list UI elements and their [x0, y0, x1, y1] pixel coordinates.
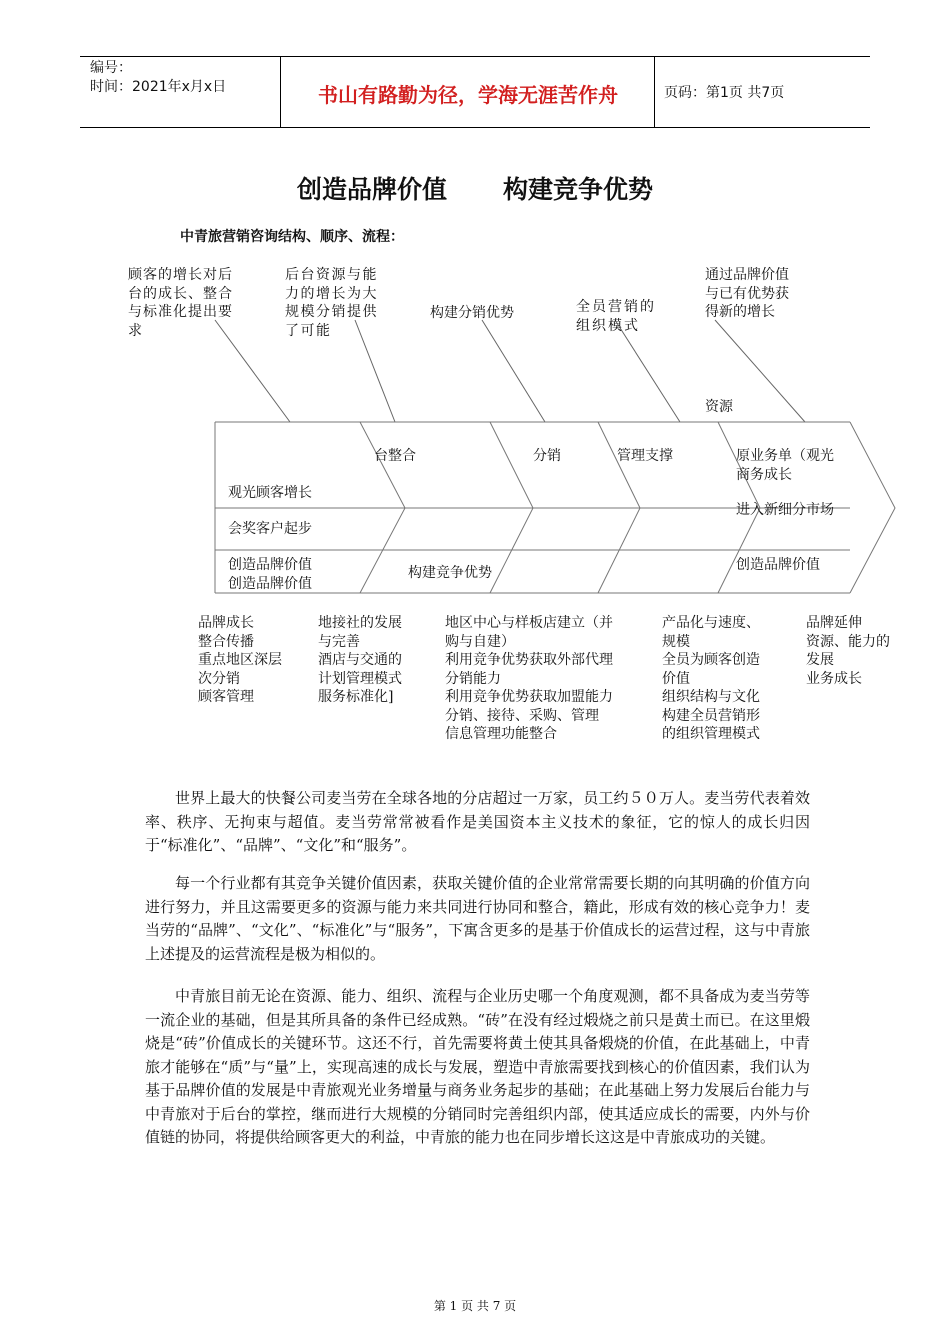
title-left: 创造品牌价值: [296, 175, 447, 204]
top-note-4: 全员营销的 组织模式: [576, 299, 656, 334]
detail-column-1: 品牌成长 整合传播 重点地区深层 次分销 顾客管理: [198, 615, 282, 705]
top-note-3: 构建分销优势: [430, 305, 514, 321]
detail-column-3: 地区中心与样板店建立（并 购与自建） 利用竞争优势获取外部代理 分销能力 利用竞争优势获取加盟能力 分销、接待、采购、管理 信息管理功能整合: [445, 615, 613, 742]
row-label-tourism: 观光顾客增长: [228, 485, 312, 501]
header-motto: 书山有路勤为径，学海无涯苦作舟: [318, 83, 618, 107]
top-note-2: 后台资源与能 力的增长为大 规模分销提供 了可能: [285, 267, 378, 339]
resource-label: 资源: [705, 399, 733, 415]
document-number-label: 编号：: [90, 60, 132, 76]
leader-line: [615, 320, 680, 422]
stage-label-business: 原业务单（观光 商务成长: [736, 448, 834, 483]
title-right: 构建竞争优势: [503, 175, 654, 204]
paragraph-1: 世界上最大的快餐公司麦当劳在全球各地的分店超过一万家，员工约５０万人。麦当劳代表着效率、秩序、无拘束与超值。麦当劳常常被看作是美国资本主义技术的象征，它的惊人的成长归因于“标准化”、“品牌”、“文化”和“服务”。: [145, 789, 810, 854]
row-label-brand: 创造品牌价值 创造品牌价值: [228, 557, 312, 592]
detail-column-5: 品牌延伸 资源、能力的 发展 业务成长: [806, 615, 890, 687]
chevron-arrow: [850, 422, 895, 593]
paragraph-3: 中青旅目前无论在资源、能力、组织、流程与企业历史哪一个角度观测，都不具备成为麦当劳等一流企业的基础，但是其所具备的条件已经成熟。“砖”在没有经过煅烧之前只是黄土而已。在这里煅烧是“砖”价值成长的关键环节。这还不行，首先需要将黄土使其具备煅烧的价值，在此基础上，中青旅才能够在“质”与“量”上，实现高速的成长与发展，塑造中青旅需要找到核心的价值因素，我们认为基于品牌价值的发展是中青旅观光业务增量与商务业务起步的基础；在此基础上努力发展后台能力与中青旅对于后台的掌控，继而进行大规模的分销同时完善组织内部，使其适应成长的需要，内外与价值链的协同，将提供给顾客更大的利益，中青旅的能力也在同步增长这这是中青旅成功的关键。: [145, 987, 810, 1146]
document-time-label: 时间：2021年x月x日: [90, 79, 227, 95]
header-page-info: 页码：第1页 共7页: [664, 85, 785, 101]
top-note-5: 通过品牌价值 与已有优势获 得新的增长: [705, 267, 789, 320]
stage-label-management: 管理支撑: [617, 448, 673, 464]
stage-label-distribution: 分销: [533, 448, 561, 464]
paragraph-2: 每一个行业都有其竞争关键价值因素，获取关键价值的企业常常需要长期的向其明确的价值方向进行努力，并且这需要更多的资源与能力来共同进行协同和整合，籍此，形成有效的核心竞争力！麦当劳的“品牌”、“文化”、“标准化”与“服务”，下寓含更多的是基于价值成长的运营过程，这与中青旅上述提及的运营流程是极为相似的。: [145, 874, 810, 963]
row-label-mice: 会奖客户起步: [228, 521, 312, 537]
diagram-subtitle: 中青旅营销咨询结构、顺序、流程：: [180, 229, 404, 245]
row-label-competitive: 构建竞争优势: [408, 565, 492, 581]
row-label-brand-right: 创造品牌价值: [736, 557, 820, 573]
detail-column-4: 产品化与速度、 规模 全员为顾客创造 价值 组织结构与文化 构建全员营销形 的组织管理模式: [662, 615, 760, 742]
detail-column-2: 地接社的发展 与完善 酒店与交通的 计划管理模式 服务标准化]: [318, 615, 402, 705]
page-footer: 第 1 页 共 7 页: [433, 1299, 517, 1313]
stage-label-integration: 台整合: [374, 448, 416, 464]
new-market-label: 进入新细分市场: [736, 502, 834, 518]
leader-line: [482, 320, 545, 422]
top-note-1: 顾客的增长对后 台的成长、整合 与标准化提出要 求: [128, 267, 233, 339]
